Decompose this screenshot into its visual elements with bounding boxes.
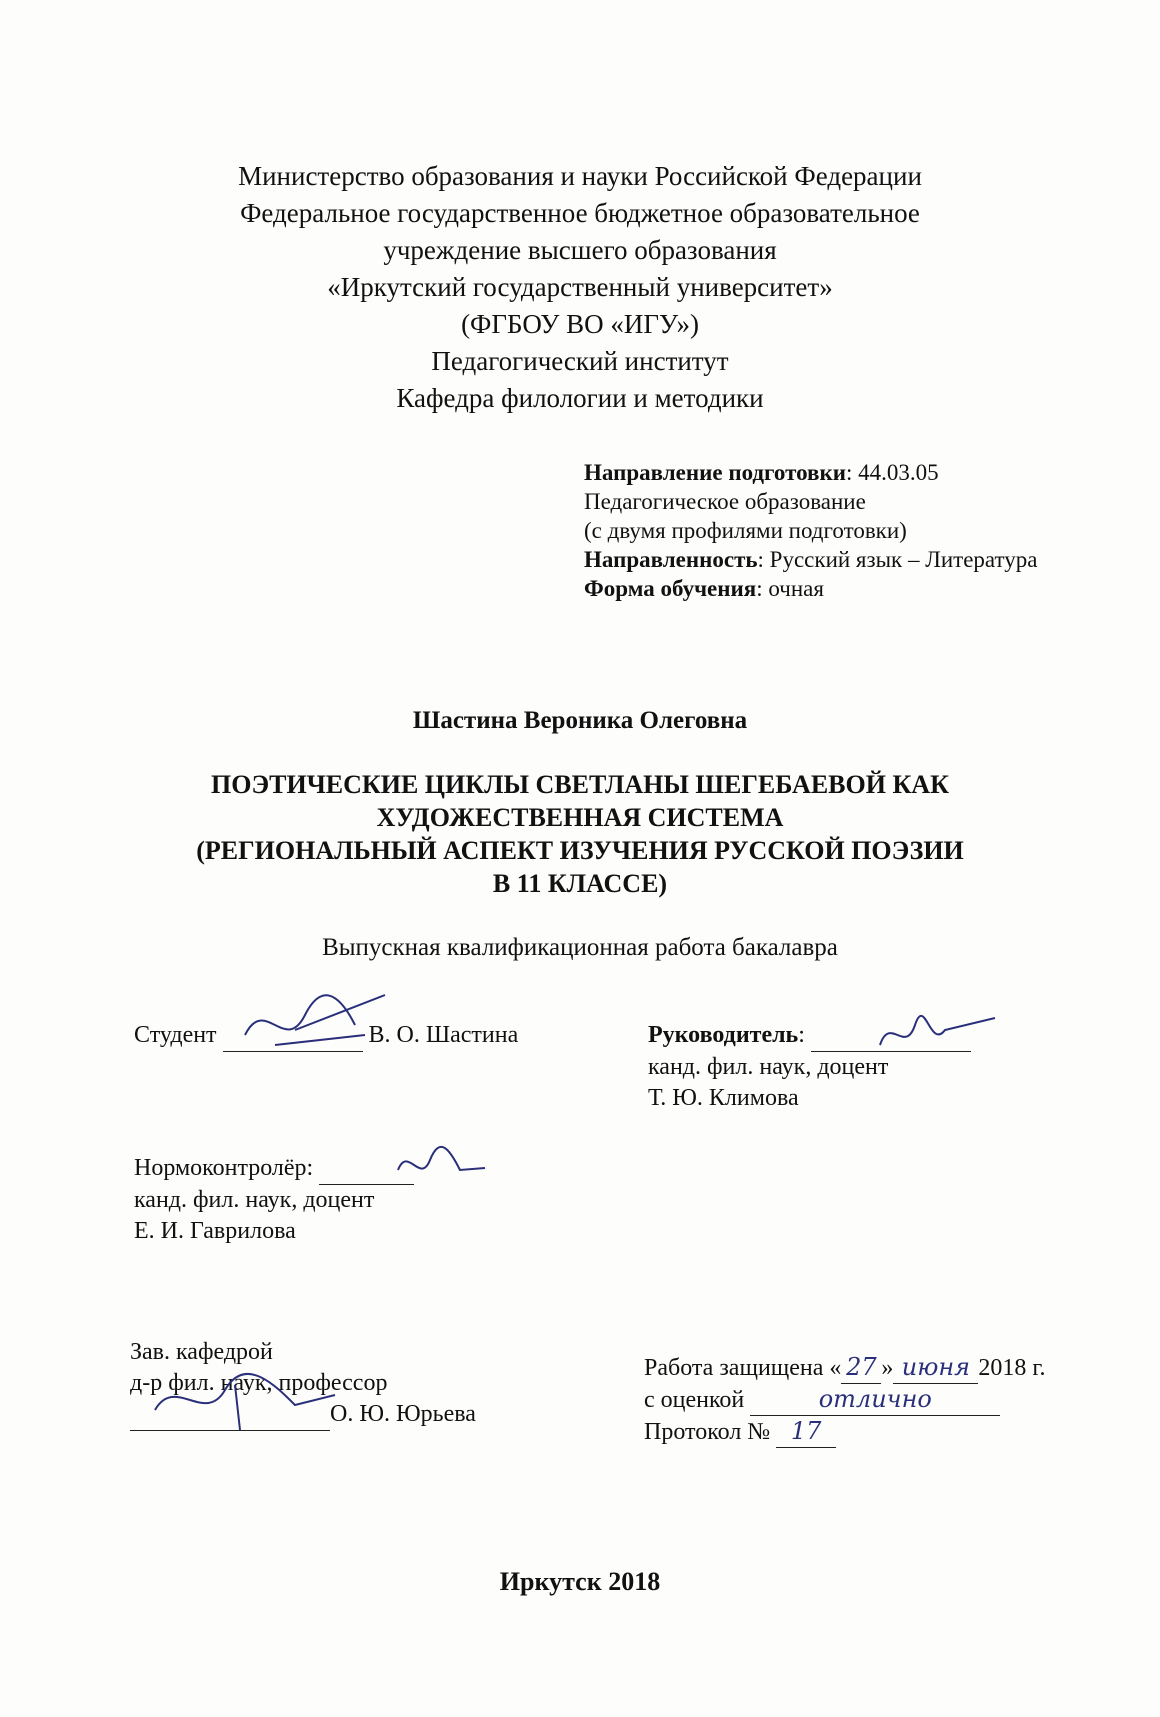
- direction-line: [584, 458, 1037, 487]
- student-name: В. О. Шастина: [368, 1022, 519, 1048]
- supervisor-signature: [870, 1010, 1000, 1060]
- ministry-line: Министерство образования и науки Российской Федерации: [238, 161, 922, 191]
- city-year: Иркутск 2018: [499, 1567, 661, 1596]
- form-line: [584, 574, 1037, 603]
- university-name: «Иркутский государственный университет»: [327, 272, 833, 302]
- focus-value: : Русский язык – Литература: [757, 547, 1038, 572]
- study-meta: [584, 458, 1037, 603]
- grade-label: с оценкой: [644, 1387, 745, 1413]
- defense-year: 2018 г.: [978, 1355, 1046, 1381]
- direction-label: Направление подготовки: [584, 460, 846, 485]
- title-line-4: В 11 КЛАССЕ): [492, 869, 668, 898]
- form-label: Форма обучения: [584, 576, 757, 601]
- supervisor-degree: канд. фил. наук, доцент: [648, 1054, 889, 1080]
- supervisor-colon: :: [798, 1022, 805, 1048]
- student-signature: [235, 975, 395, 1065]
- focus-line: [584, 545, 1037, 574]
- institute-name: Педагогический институт: [431, 346, 729, 376]
- supervisor-label: Руководитель: [648, 1022, 799, 1048]
- institution-header: [0, 158, 1160, 417]
- normcontrol-signature: [390, 1140, 490, 1190]
- normcontrol-degree: канд. фил. наук, доцент: [134, 1187, 375, 1213]
- direction-line-2: Педагогическое образование: [584, 489, 866, 514]
- university-type-line-2: учреждение высшего образования: [383, 235, 777, 265]
- author-name: Шастина Вероника Олеговна: [412, 707, 748, 734]
- university-abbrev: (ФГБОУ ВО «ИГУ»): [461, 309, 699, 339]
- normcontrol-name: Е. И. Гаврилова: [134, 1218, 296, 1244]
- title-line-2: ХУДОЖЕСТВЕННАЯ СИСТЕМА: [376, 803, 784, 832]
- defense-prefix: Работа защищена «: [644, 1355, 842, 1381]
- head-signature: [145, 1365, 345, 1435]
- title-line-3: (РЕГИОНАЛЬНЫЙ АСПЕКТ ИЗУЧЕНИЯ РУССКОЙ ПОЭЗИИ: [196, 836, 964, 865]
- university-type-line: Федеральное государственное бюджетное образовательное: [240, 198, 920, 228]
- normcontrol-label: Нормоконтролёр:: [134, 1155, 314, 1181]
- normcontrol-block: [134, 1153, 414, 1247]
- focus-label: Направленность: [584, 547, 758, 572]
- form-value: : очная: [756, 576, 824, 601]
- title-line-1: ПОЭТИЧЕСКИЕ ЦИКЛЫ СВЕТЛАНЫ ШЕГЕБАЕВОЙ КАК: [211, 770, 949, 799]
- supervisor-name: Т. Ю. Климова: [648, 1085, 799, 1111]
- head-name: О. Ю. Юрьева: [330, 1401, 476, 1427]
- defense-block: [644, 1352, 1046, 1448]
- defense-month: июня: [893, 1352, 978, 1384]
- direction-value: : 44.03.05: [845, 460, 939, 485]
- head-degree: д-р фил. наук, профессор: [130, 1370, 388, 1396]
- protocol-number: 17: [776, 1416, 836, 1448]
- student-label: Студент: [134, 1022, 217, 1048]
- work-type: Выпускная квалификационная работа бакалавра: [322, 934, 838, 961]
- department-name: Кафедра филологии и методики: [396, 383, 764, 413]
- thesis-title: [0, 768, 1160, 900]
- defense-mid: »: [881, 1355, 894, 1381]
- direction-line-3: (с двумя профилями подготовки): [584, 518, 907, 543]
- grade-value: отлично: [750, 1384, 1000, 1416]
- defense-day: 27: [841, 1352, 881, 1384]
- head-title: Зав. кафедрой: [130, 1339, 273, 1365]
- protocol-label: Протокол №: [644, 1419, 771, 1445]
